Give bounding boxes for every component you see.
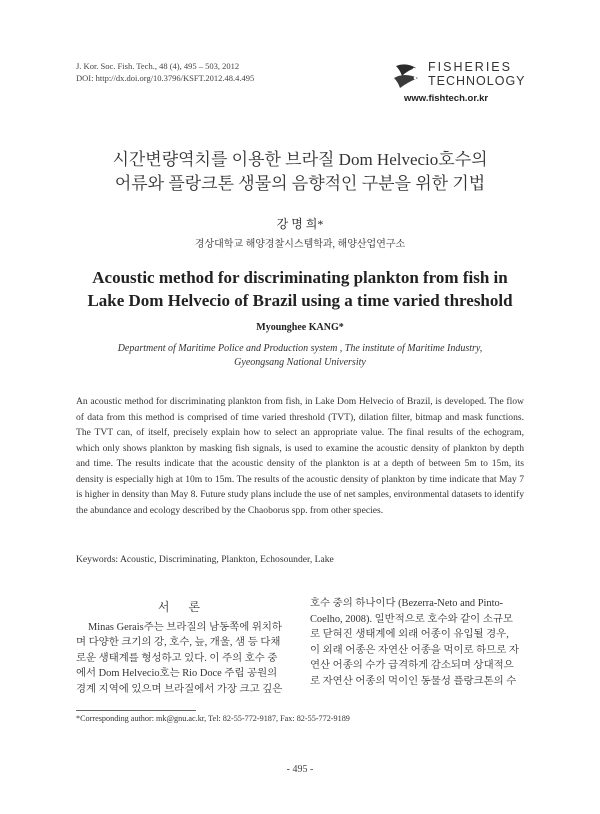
english-affiliation-line1: Department of Maritime Police and Production system , The institute of Maritime Industry, — [117, 343, 483, 354]
english-title — [0, 266, 600, 312]
body-column-right — [310, 596, 524, 690]
korean-title — [0, 148, 600, 196]
section-title: 서 론 — [157, 600, 209, 614]
keywords: Keywords: Acoustic, Discriminating, Plankton, Echosounder, Lake — [76, 554, 334, 565]
footnote: *Corresponding author: mk@gnu.ac.kr, Tel: 82-55-772-9187, Fax: 82-55-772-9189 — [76, 714, 350, 723]
english-affiliation — [0, 342, 600, 370]
fish-logo-icon — [392, 60, 422, 94]
korean-author: 강 명 희* — [276, 217, 324, 231]
page-number: - 495 - — [286, 764, 314, 775]
korean-title-line1: 시간변량역치를 이용한 브라질 Dom Helvecio호수의 — [112, 150, 488, 169]
english-title-line1: Acoustic method for discriminating plankton from fish in — [92, 268, 508, 287]
body-column-left — [76, 600, 290, 698]
korean-title-line2: 어류와 플랑크톤 생물의 음향적인 구분을 위한 기법 — [114, 174, 486, 193]
footnote-divider — [76, 710, 196, 711]
logo-line2: TECHNOLOGY — [428, 74, 526, 88]
journal-doi: DOI: http://dx.doi.org/10.3796/KSFT.2012.48.4.495 — [76, 73, 255, 83]
english-title-line2: Lake Dom Helvecio of Brazil using a time varied threshold — [87, 291, 513, 310]
english-affiliation-line2: Gyeongsang National University — [234, 357, 366, 368]
journal-citation-block — [76, 60, 254, 84]
journal-logo — [392, 60, 528, 110]
abstract: An acoustic method for discriminating plankton from fish, in Lake Dom Helvecio of Brazil, is developed. The flow of data from this method is comprised of time varied threshold (TVT), dilation filter, bitmap and mask functions. The TVT can, of itself, precisely explain how to select an appropriate value. The final results of the echogram, which only shows plankton by masking fish signals, is used to examine the acoustic density of plankton by depth and time. The results indicate that the acoustic density of the plankton is at a depth of between 5m to 15m, its density is especially high at 10m to 15m. The results of the acoustic density of plankton by time indicate that May 7 is higher in density than May 8. Future study plans include the use of net samples, environmental datasets to identify the abundance and ecology described by the Chaoborus spp. from other species. — [76, 396, 524, 516]
logo-line1: FISHERIES — [428, 60, 512, 74]
english-author: Myounghee KANG* — [256, 322, 344, 333]
body-paragraph-left: Minas Gerais주는 브라질의 남동쪽에 위치하 며 다양한 크기의 강, 호수, 늪, 개울, 샘 등 다채 로운 생태계를 형성하고 있다. 이 주의 호수 중 에서 Dom Helvecio호는 Rio Doce 주립 공원의 경계 지역에 있으며 브라질에서 가장 크고 깊은 — [76, 621, 283, 695]
korean-affiliation: 경상대학교 해양경찰시스템학과, 해양산업연구소 — [194, 239, 406, 250]
journal-citation: J. Kor. Soc. Fish. Tech., 48 (4), 495 – 503, 2012 — [76, 61, 240, 71]
journal-url: www.fishtech.or.kr — [404, 93, 489, 104]
body-paragraph-right: 호수 중의 하나이다 (Bezerra-Neto and Pinto- Coelho, 2008). 일반적으로 호수와 같이 소규모 로 닫혀진 생태계에 외래 어종이 유입될 경우, 이 외래 어종은 자연산 어종을 먹이로 하므로 자 연산 어종의 수가 급격하게 감소되며 상대적으 로 자연산 어종의 먹이인 동물성 플랑크톤의 수 — [310, 598, 519, 687]
